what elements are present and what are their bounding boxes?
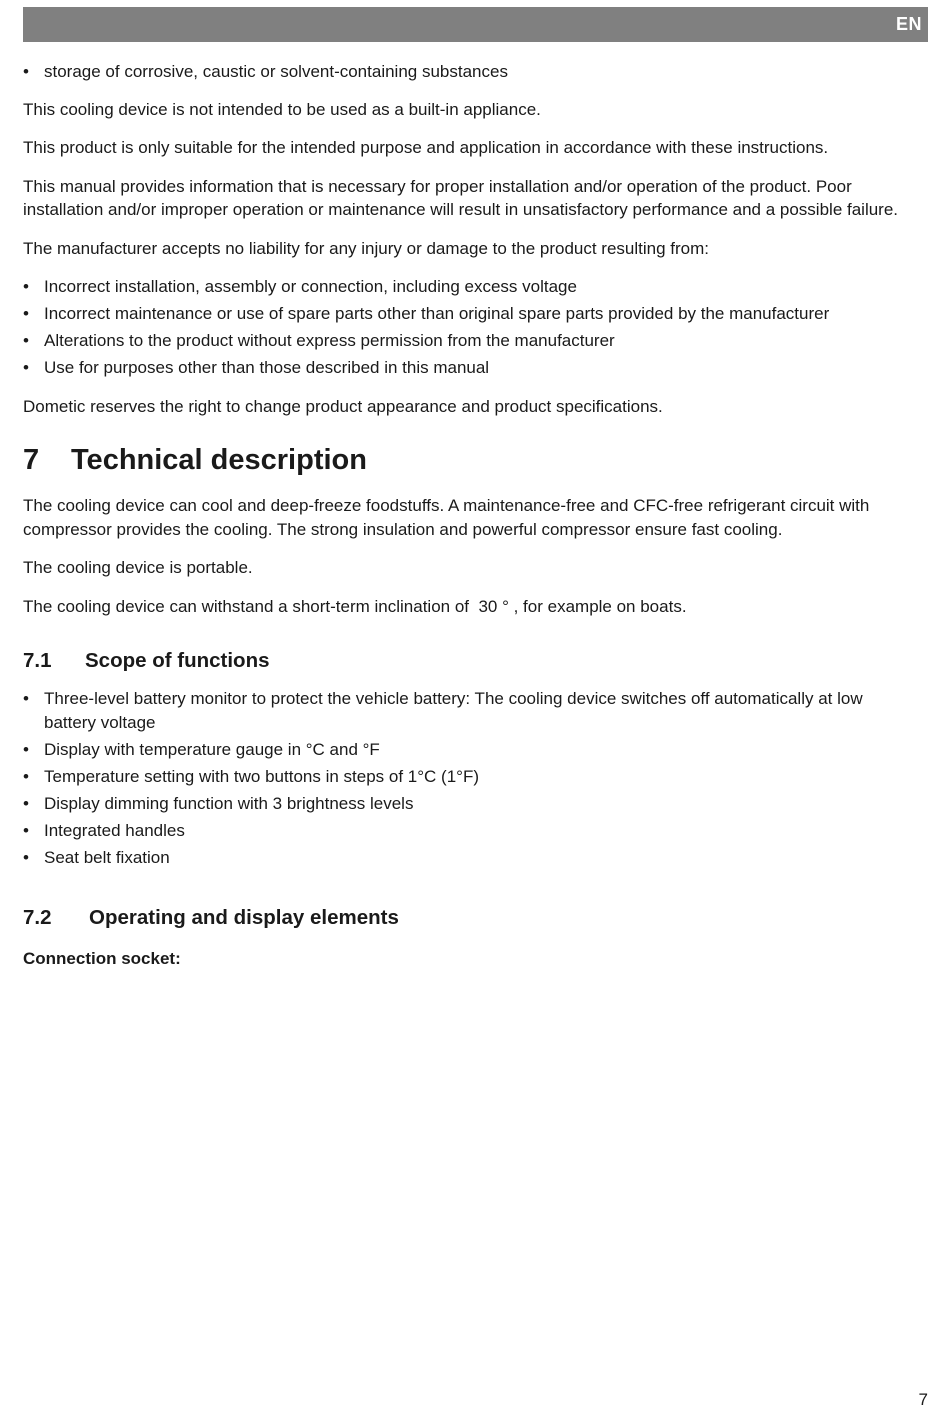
section-title: Operating and display elements <box>89 906 399 929</box>
list-item: • Alterations to the product without express permission from the manufacturer <box>23 329 913 353</box>
page-content <box>23 60 913 970</box>
section-title: Scope of functions <box>85 649 270 672</box>
paragraph-portable: The cooling device is portable. <box>23 558 253 577</box>
page-number: 7 <box>918 1390 928 1409</box>
paragraph-manual-info: This manual provides information that is necessary for proper installation and/or operation of the product. Poor installation and/or improper operation or maintenance will result in unsatisfactory performance and a possible failure. <box>23 176 899 219</box>
connection-socket-subheading: Connection socket: <box>23 949 181 968</box>
list-item: • Incorrect installation, assembly or connection, including excess voltage <box>23 275 913 299</box>
list-item: • Three-level battery monitor to protect the vehicle battery: The cooling device switches off automatically at low battery voltage <box>23 687 913 734</box>
functions-bullet-list <box>23 687 913 869</box>
section-7-2-heading <box>23 905 913 931</box>
section-title: Technical description <box>71 444 367 476</box>
list-item: • storage of corrosive, caustic or solvent-containing substances <box>23 60 913 84</box>
paragraph-intended-purpose: This product is only suitable for the intended purpose and application in accordance with these instructions. <box>23 138 829 157</box>
paragraph-cooling-description: The cooling device can cool and deep-freeze foodstuffs. A maintenance-free and CFC-free refrigerant circuit with compressor provides the cooling. The strong insulation and powerful compressor ensure fast cooling. <box>23 496 870 539</box>
section-7-heading <box>23 442 913 478</box>
list-item: • Display with temperature gauge in °C and °F <box>23 738 913 762</box>
paragraph-liability-intro: The manufacturer accepts no liability for any injury or damage to the product resulting from: <box>23 238 710 258</box>
list-item: • Integrated handles <box>23 819 913 843</box>
list-item: • Incorrect maintenance or use of spare parts other than original spare parts provided by the manufacturer <box>23 302 913 326</box>
language-label: EN <box>895 14 922 34</box>
paragraph-inclination: The cooling device can withstand a short-term inclination of 30 ° , for example on boats. <box>23 596 687 616</box>
liability-bullet-list <box>23 275 913 380</box>
paragraph-reserves-right: Dometic reserves the right to change product appearance and product specifications. <box>23 396 663 416</box>
section-7-1-heading <box>23 648 913 674</box>
intro-bullet-list <box>23 60 913 84</box>
section-number: 7.1 <box>23 649 52 672</box>
list-item: • Seat belt fixation <box>23 846 913 870</box>
section-number: 7.2 <box>23 906 52 929</box>
list-item: • Temperature setting with two buttons in steps of 1°C (1°F) <box>23 765 913 789</box>
section-number: 7 <box>23 444 40 476</box>
list-item: • Display dimming function with 3 brightness levels <box>23 792 913 816</box>
paragraph-not-builtin: This cooling device is not intended to be used as a built-in appliance. <box>23 99 541 119</box>
list-item: • Use for purposes other than those described in this manual <box>23 356 913 380</box>
header-bar <box>23 7 928 42</box>
